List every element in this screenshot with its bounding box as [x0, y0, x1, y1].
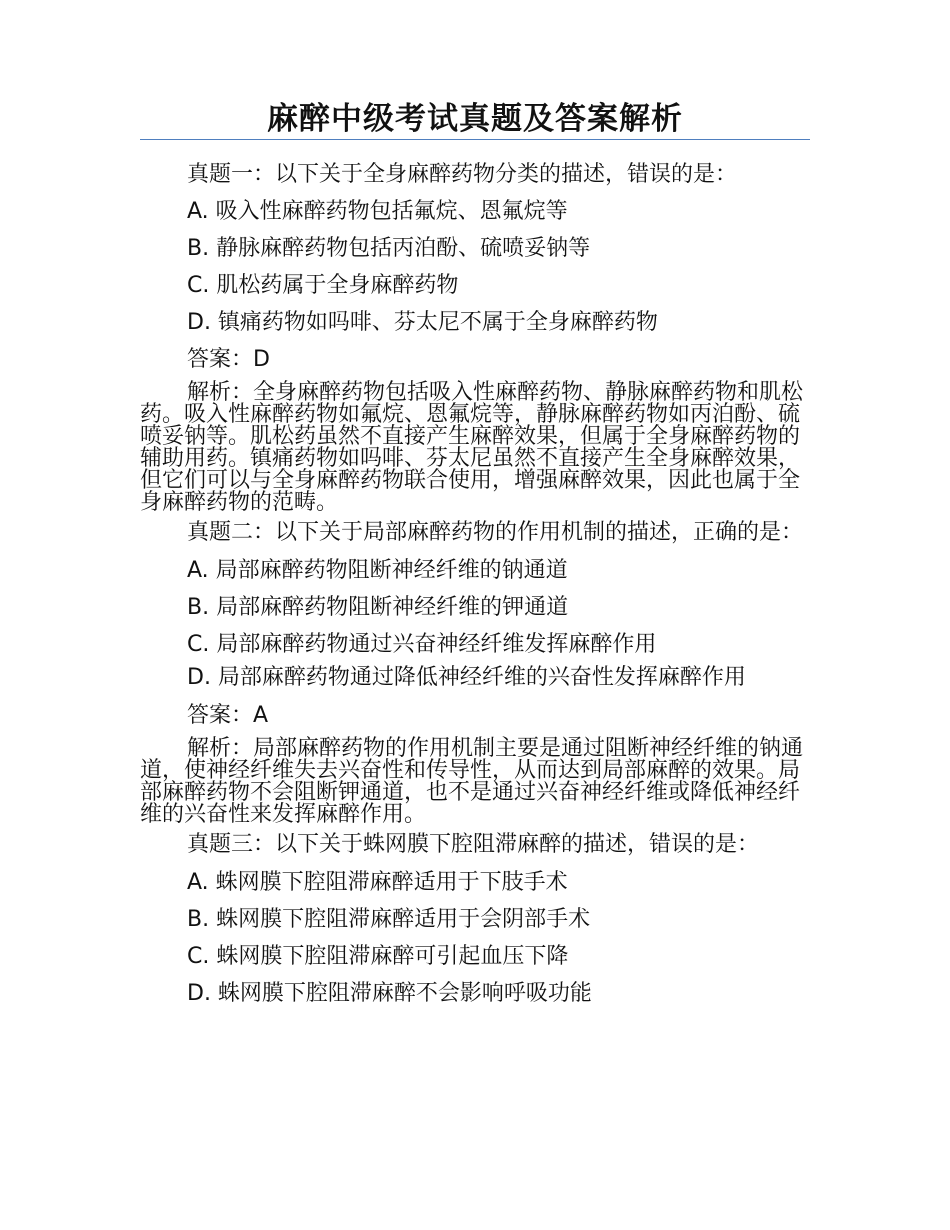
- document-body: [140, 156, 810, 1012]
- answer: 答案：A: [187, 703, 269, 728]
- option-b: B. 静脉麻醉药物包括丙泊酚、硫喷妥钠等: [187, 236, 591, 261]
- option-a: A. 蛛网膜下腔阻滞麻醉适用于下肢手术: [187, 870, 568, 895]
- option-a: A. 局部麻醉药物阻断神经纤维的钠通道: [187, 558, 568, 583]
- document-title: 麻醉中级考试真题及答案解析: [267, 101, 683, 137]
- question-text: 真题一：以下关于全身麻醉药物分类的描述，错误的是：: [187, 162, 738, 187]
- option-c: C. 蛛网膜下腔阻滞麻醉可引起血压下降: [187, 944, 569, 969]
- option-b: B. 蛛网膜下腔阻滞麻醉适用于会阴部手术: [187, 907, 591, 932]
- option-b: B. 局部麻醉药物阻断神经纤维的钾通道: [187, 595, 569, 620]
- option-c: C. 肌松药属于全身麻醉药物: [187, 273, 459, 298]
- title-underline: [140, 139, 810, 140]
- option-d: D. 镇痛药物如吗啡、芬太尼不属于全身麻醉药物: [187, 310, 658, 335]
- question-3: [140, 834, 810, 1012]
- option-c: C. 局部麻醉药物通过兴奋神经纤维发挥麻醉作用: [187, 632, 657, 657]
- question-1: [140, 156, 810, 514]
- question-2: [140, 522, 810, 826]
- question-text: 真题二：以下关于局部麻醉药物的作用机制的描述，正确的是：: [187, 520, 804, 545]
- option-d: D. 蛛网膜下腔阻滞麻醉不会影响呼吸功能: [187, 981, 592, 1006]
- analysis: 解析：局部麻醉药物的作用机制主要是通过阻断神经纤维的钠通道，使神经纤维失去兴奋性和传导性，从而达到局部麻醉的效果。局部麻醉药物不会阻断钾通道，也不是通过兴奋神经纤维或降低神经纤维的兴奋性来发挥麻醉作用。: [140, 736, 804, 827]
- question-text: 真题三：以下关于蛛网膜下腔阻滞麻醉的描述，错误的是：: [187, 832, 760, 857]
- option-d: D. 局部麻醉药物通过降低神经纤维的兴奋性发挥麻醉作用: [187, 665, 746, 690]
- answer: 答案：D: [187, 347, 270, 372]
- option-a: A. 吸入性麻醉药物包括氟烷、恩氟烷等: [187, 199, 568, 224]
- analysis: 解析：全身麻醉药物包括吸入性麻醉药物、静脉麻醉药物和肌松药。吸入性麻醉药物如氟烷、恩氟烷等，静脉麻醉药物如丙泊酚、硫喷妥钠等。肌松药虽然不直接产生麻醉效果，但属于全身麻醉药物的辅助用药。镇痛药物如吗啡、芬太尼虽然不直接产生全身麻醉效果，但它们可以与全身麻醉药物联合使用，增强麻醉效果，因此也属于全身麻醉药物的范畴。: [140, 380, 804, 515]
